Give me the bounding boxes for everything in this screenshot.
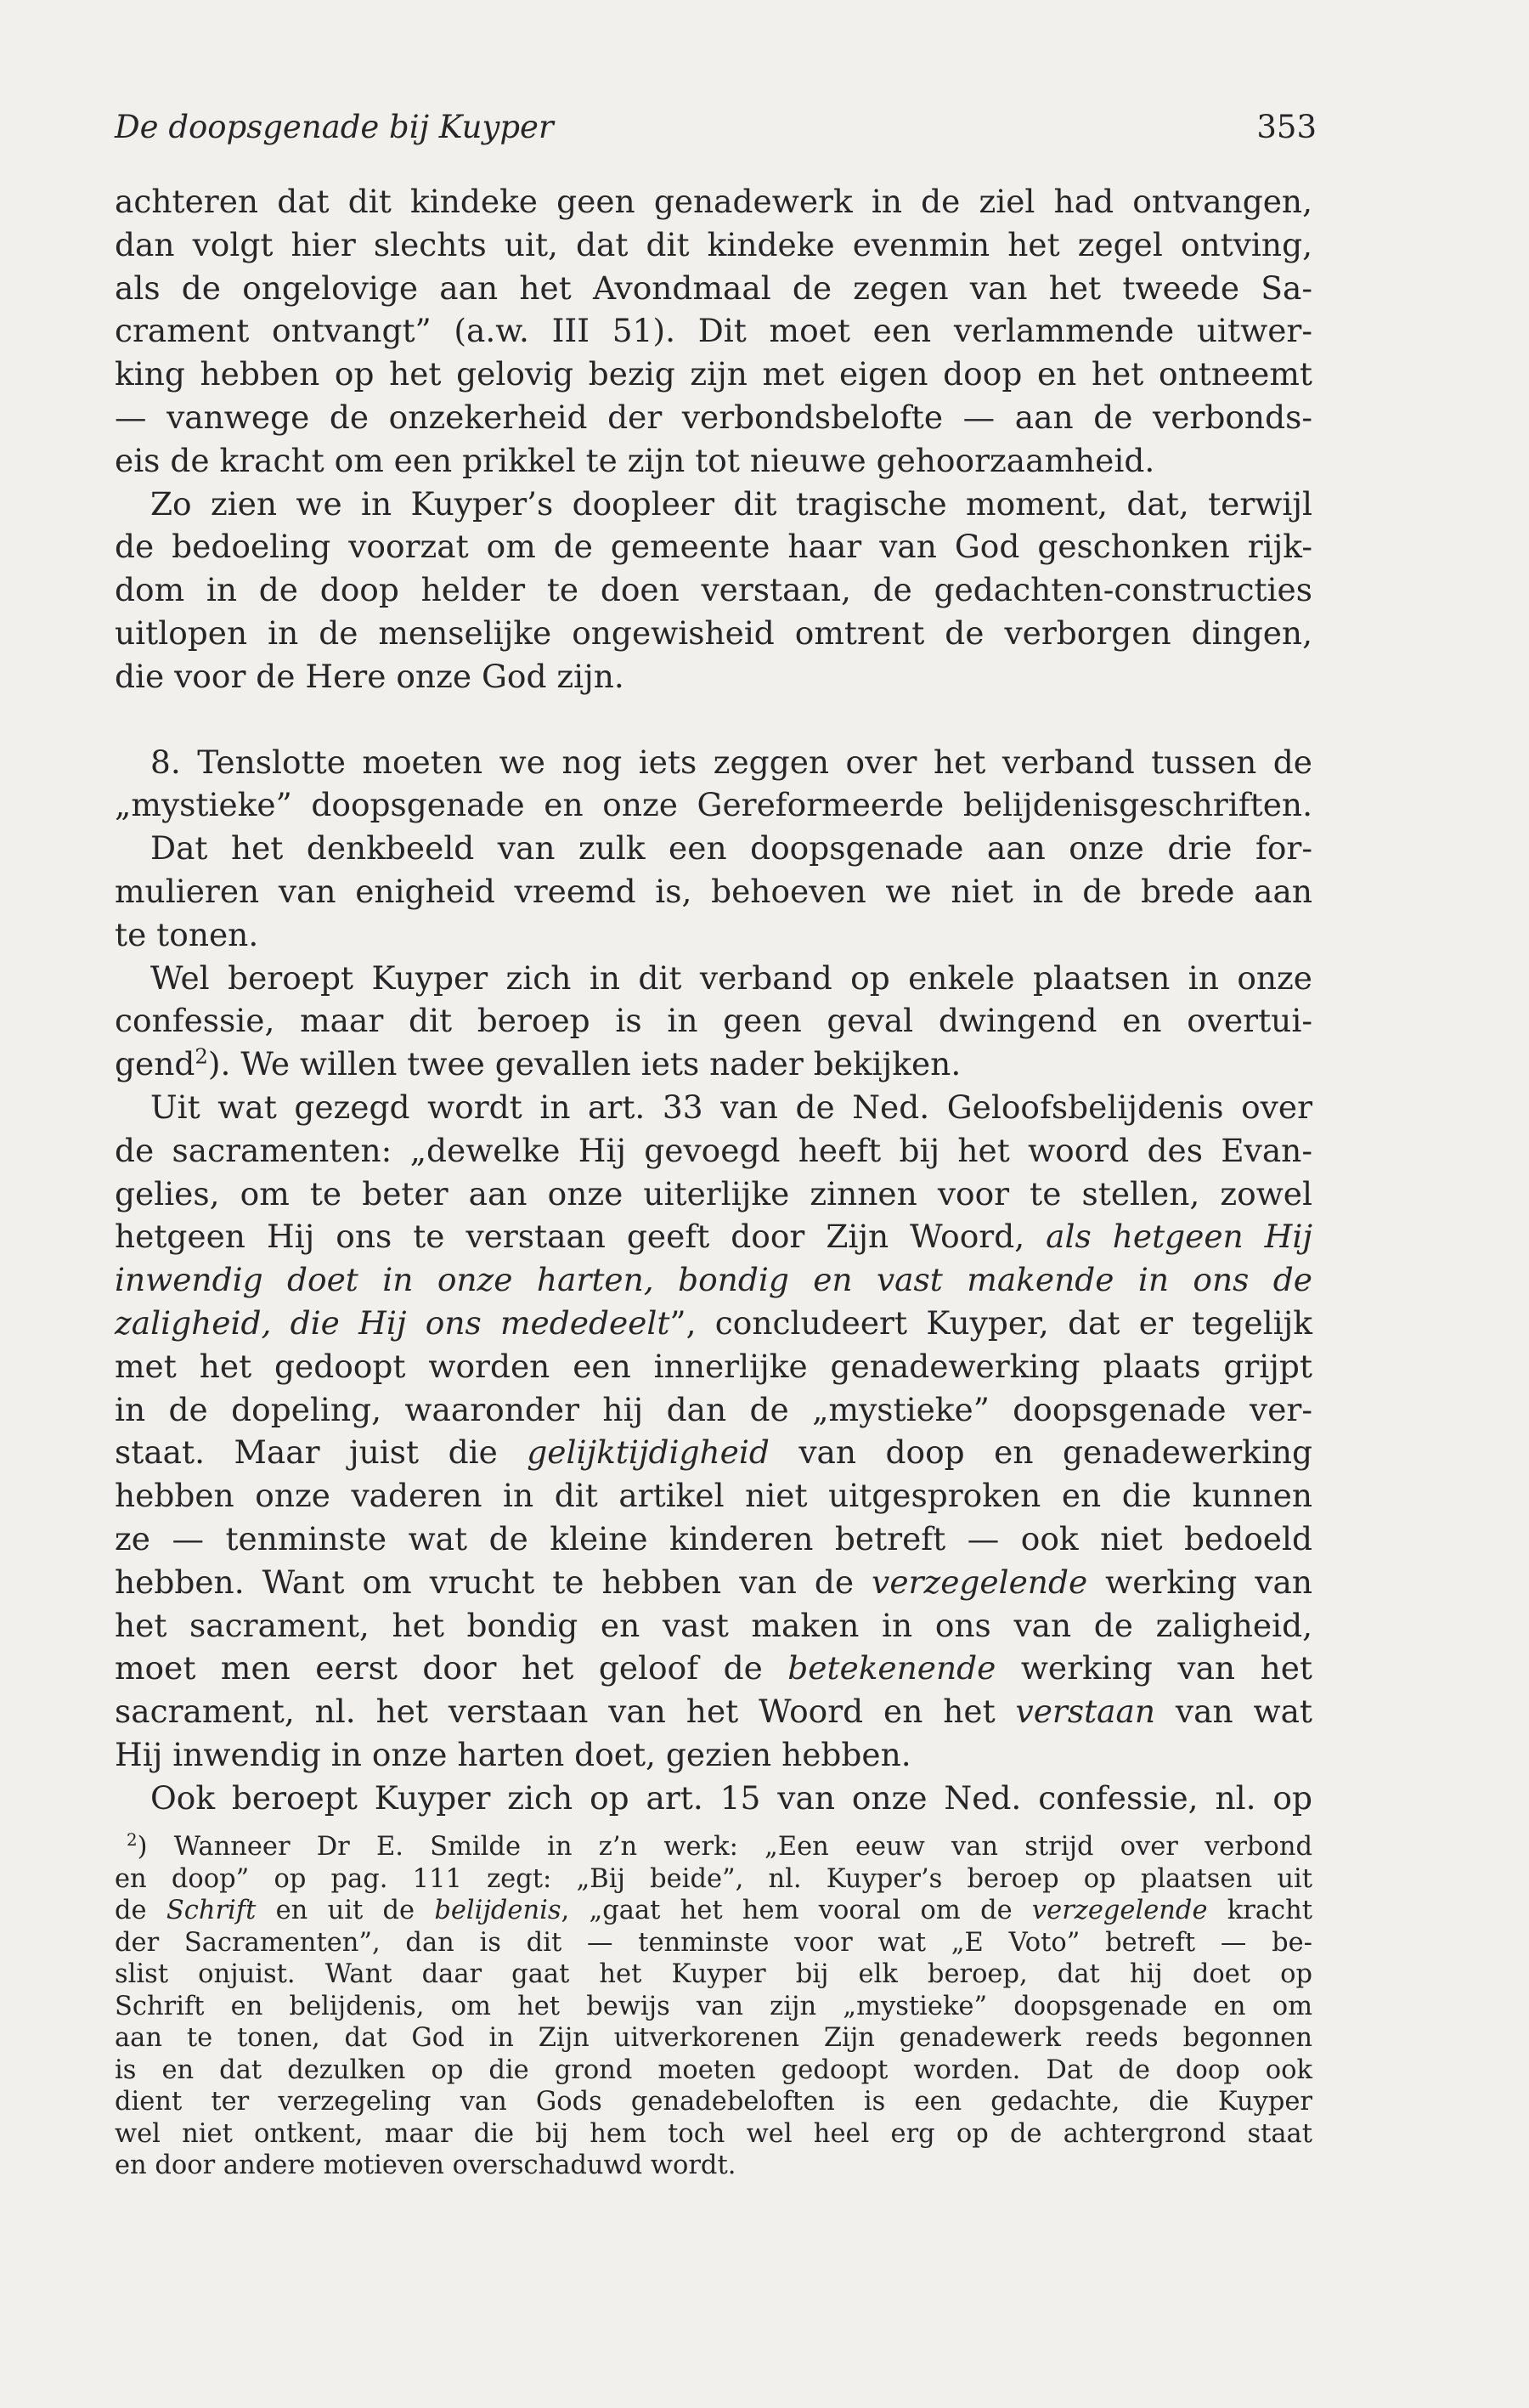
- section-heading-line: 8. Tenslotte moeten we nog iets zeggen over het verband tussen de: [150, 743, 1312, 781]
- text-run: , „gaat het hem vooral om de: [561, 1896, 1032, 1925]
- text-line: gelies, om te beter aan onze uiterlijke zinnen voor te stellen, zowel: [115, 1174, 1312, 1212]
- text-run: ”, concludeert Kuyper, dat er tegelijk: [669, 1303, 1312, 1342]
- text-line: het sacrament, het bondig en vast maken in ons van de zaligheid,: [115, 1606, 1312, 1644]
- italic-run: verzegelende: [872, 1563, 1088, 1601]
- text-line: hebben onze vaderen in dit artikel niet uitgesproken en die kunnen: [115, 1477, 1312, 1515]
- italic-run: Schrift: [166, 1896, 257, 1925]
- text-line: [115, 1215, 1312, 1258]
- footnote-line: en doop” op pag. 111 zegt: „Bij beide”, nl. Kuyper’s beroep op plaatsen uit: [115, 1863, 1312, 1894]
- text-line: „mystieke” doopsgenade en onze Gereformeerde belijdenisgeschriften.: [115, 786, 1312, 824]
- footnote-line: Schrift en belijdenis, om het bewijs van zijn „mystieke” doopsgenade en om: [115, 1991, 1312, 2021]
- footnote-line: [115, 1831, 1312, 1863]
- text-line: king hebben op het gelovig bezig zijn met eigen doop en het ontneemt: [115, 355, 1312, 393]
- text-line: dan volgt hier slechts uit, dat dit kindeke evenmin het zegel ontving,: [115, 225, 1312, 263]
- footnote-line: aan te tonen, dat God in Zijn uitverkorenen Zijn genadewerk reeds begonnen: [115, 2023, 1312, 2053]
- footnote-ref: 2: [195, 1043, 208, 1069]
- text-run: hetgeen Hij ons te verstaan geeft door Zijn Woord,: [115, 1218, 1047, 1256]
- text-line: Dat het denkbeeld van zulk een doopsgenade aan onze drie for-: [150, 829, 1312, 868]
- text-line: met het gedoopt worden een innerlijke genadewerking plaats grijpt: [115, 1347, 1312, 1385]
- italic-run: betekenende: [787, 1649, 996, 1687]
- text-line: [115, 1690, 1312, 1733]
- text-line: [115, 1302, 1312, 1345]
- italic-run: verstaan: [1015, 1693, 1156, 1731]
- text-line: dom in de doop helder te doen verstaan, de gedachten-constructies: [115, 571, 1312, 609]
- text-line: Ook beroept Kuyper zich op art. 15 van onze Ned. confessie, nl. op: [150, 1778, 1312, 1817]
- text-line: Wel beroept Kuyper zich in dit verband op enkele plaatsen in onze: [150, 958, 1312, 997]
- italic-run: verzegelende: [1031, 1896, 1208, 1925]
- text-line: [115, 1043, 1312, 1086]
- text-run: van doop en genadewerking: [769, 1433, 1312, 1472]
- text-line: eis de kracht om een prikkel te zijn tot nieuwe gehoorzaamheid.: [115, 441, 1155, 479]
- text-line: [115, 1431, 1312, 1474]
- footnotes: [115, 1831, 1312, 2182]
- text-line: mulieren van enigheid vreemd is, behoeven we niet in de brede aan: [115, 872, 1312, 910]
- text-line: achteren dat dit kindeke geen genadewerk in de ziel had ontvangen,: [115, 183, 1312, 220]
- text-run: werking van het: [996, 1649, 1312, 1687]
- text-line: als de ongelovige aan het Avondmaal de zegen van het tweede Sa-: [115, 268, 1312, 307]
- running-header: [115, 109, 1317, 145]
- text-line: confessie, maar dit beroep is in geen geval dwingend en overtui-: [115, 1002, 1312, 1040]
- text-line: de bedoeling voorzat om de gemeente haar van God geschonken rijk-: [115, 528, 1312, 566]
- body-text: [115, 180, 1312, 1819]
- italic-run: gelijktijdigheid: [527, 1433, 770, 1472]
- text-line: die voor de Here onze God zijn.: [115, 657, 624, 695]
- running-title: De doopsgenade bij Kuyper: [115, 109, 554, 145]
- text-line: crament ontvangt” (a.w. III 51). Dit moet een verlammende uitwer-: [115, 312, 1312, 350]
- text-run: en uit de: [256, 1896, 435, 1925]
- text-line: uitlopen in de menselijke ongewisheid omtrent de verborgen dingen,: [115, 613, 1312, 652]
- text-line: Zo zien we in Kuyper’s doopleer dit tragische moment, dat, terwijl: [150, 484, 1312, 523]
- italic-run: als hetgeen Hij: [1046, 1218, 1312, 1256]
- text-run: kracht: [1207, 1896, 1312, 1925]
- text-line: Hij inwendig in onze harten doet, gezien hebben.: [115, 1735, 911, 1773]
- footnote-line: dient ter verzegeling van Gods genadebeloften is een gedachte, die Kuyper: [115, 2087, 1312, 2117]
- text-run: van wat: [1155, 1693, 1312, 1731]
- footnote-line: wel niet ontkent, maar die bij hem toch wel heel erg op de achtergrond staat: [115, 2118, 1312, 2149]
- footnote-line: der Sacramenten”, dan is dit — tenminste voor wat „E Voto” betreft — be-: [115, 1927, 1312, 1958]
- text-run: moet men eerst door het geloof de: [115, 1649, 788, 1687]
- text-line: [115, 1647, 1312, 1690]
- text-line: ze — tenminste wat de kleine kinderen betreft — ook niet bedoeld: [115, 1519, 1312, 1557]
- text-run: hebben. Want om vrucht te hebben van de: [115, 1563, 872, 1601]
- text-line: Uit wat gezegd wordt in art. 33 van de Ned. Geloofsbelijdenis over: [150, 1088, 1312, 1126]
- text-line: inwendig doet in onze harten, bondig en vast makende in ons de: [115, 1261, 1312, 1299]
- footnote-line: slist onjuist. Want daar gaat het Kuyper bij elk beroep, dat hij doet op: [115, 1959, 1312, 1989]
- text-run: gend: [115, 1045, 195, 1083]
- text-run: ) Wanneer Dr E. Smilde in z’n werk: „Een eeuw van strijd over verbond: [137, 1832, 1312, 1862]
- text-run: ). We willen twee gevallen iets nader bekijken.: [207, 1045, 962, 1083]
- italic-run: belijdenis: [434, 1896, 561, 1925]
- text-line: te tonen.: [115, 915, 259, 953]
- text-line: in de dopeling, waaronder hij dan de „mystieke” doopsgenade ver-: [115, 1390, 1312, 1428]
- text-run: werking van: [1087, 1563, 1312, 1601]
- footnote-line: [115, 1895, 1312, 1927]
- text-line: [115, 1561, 1312, 1604]
- text-run: sacrament, nl. het verstaan van het Woord en het: [115, 1693, 1016, 1731]
- footnote-line: is en dat dezulken op die grond moeten gedoopt worden. Dat de doop ook: [115, 2055, 1312, 2085]
- italic-run: zaligheid, die Hij ons mededeelt: [115, 1303, 670, 1342]
- text-line: — vanwege de onzekerheid der verbondsbelofte — aan de verbonds-: [115, 398, 1312, 436]
- page-number: 353: [1256, 109, 1317, 145]
- section-gap: [115, 698, 1312, 741]
- footnote-line: en door andere motieven overschaduwd wordt.: [115, 2151, 736, 2180]
- text-run: staat. Maar juist die: [115, 1433, 528, 1472]
- text-run: de: [115, 1896, 166, 1925]
- text-line: de sacramenten: „dewelke Hij gevoegd heeft bij het woord des Evan-: [115, 1131, 1312, 1169]
- footnote-marker: 2: [127, 1829, 138, 1850]
